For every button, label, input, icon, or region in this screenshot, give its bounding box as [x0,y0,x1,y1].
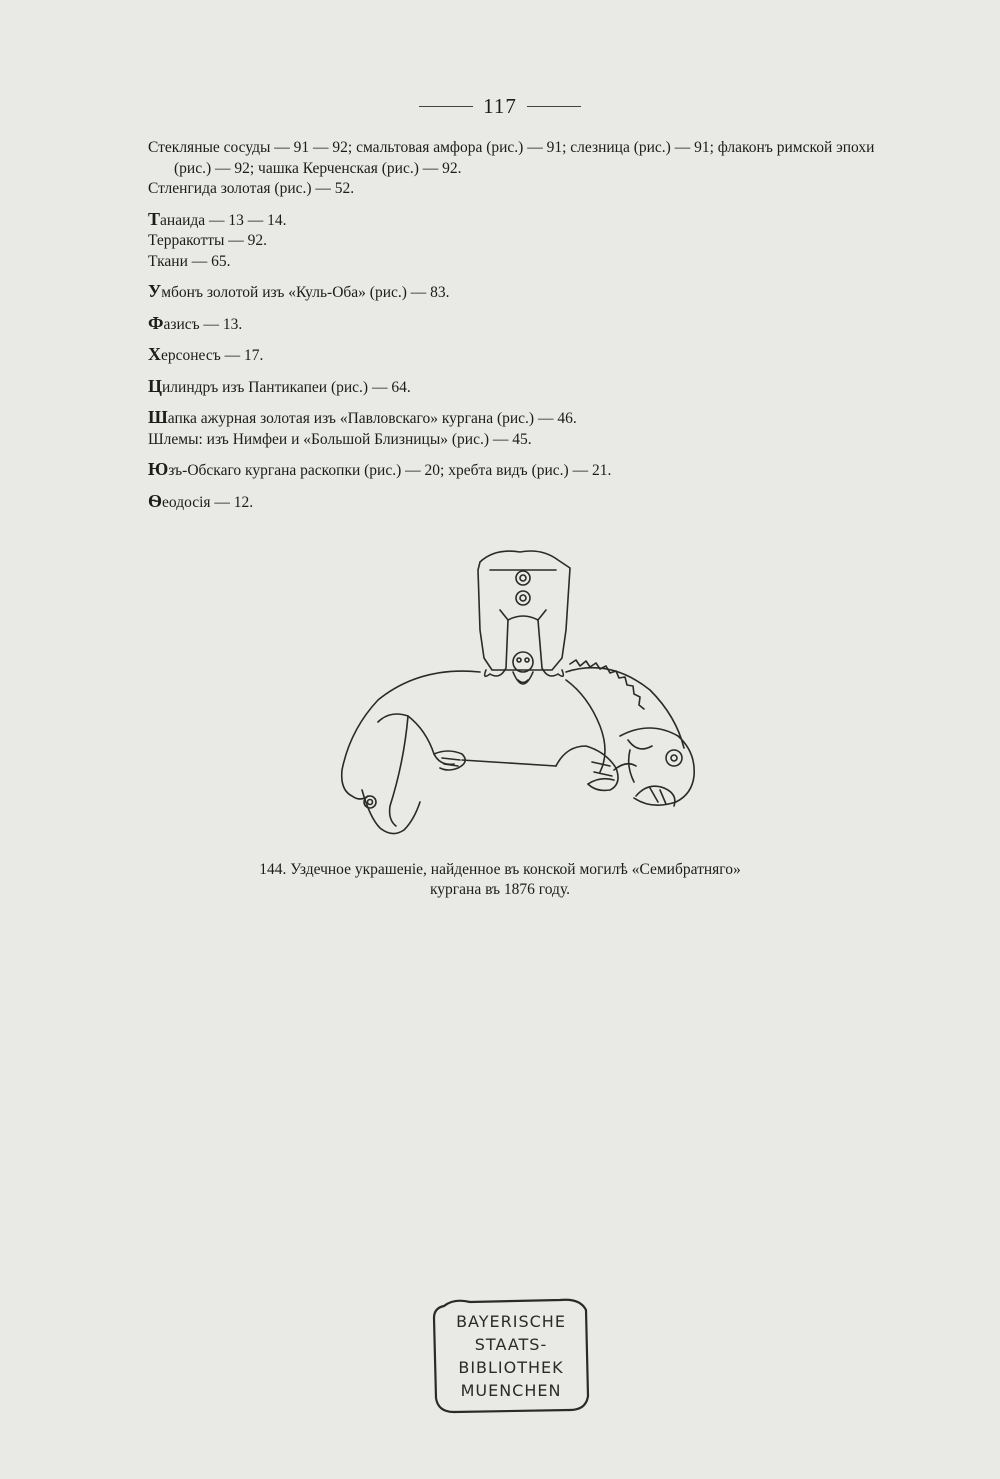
library-stamp [430,1296,592,1414]
index-entry: Херсонесъ — 17. [148,344,264,364]
index-entry: Фазисъ — 13. [148,312,243,333]
page-number-text: 117 [483,94,517,118]
stamp-line: BIBLIOTHEK [458,1358,564,1377]
index-entry: Шлемы: изъ Нимфеи и «Большой Близницы» (рис.) — 45. [148,430,532,448]
figure-caption-line: 144. Уздечное украшеніе, найденное въ конской могилѣ «Семибратняго» [259,861,741,878]
index-entry: Умбонъ золотой изъ «Куль-Оба» (рис.) — 83. [148,281,450,301]
index-entry: Шапка ажурная золотая изъ «Павловскаго» кургана (рис.) — 46. [148,407,577,427]
index-entry: Ѳеодосія — 12. [148,490,254,511]
page-number-rule-right [527,106,581,107]
index-list [148,138,888,513]
stamp-line: BAYERISCHE [456,1312,566,1331]
index-entry: Стекляные сосуды — 91 — 92; смальтовая амфора (рис.) — 91; слезница (рис.) — 91; флаконъ римской эпохи (рис.) — 92; чашка Керченская (рис.) — 92. [148,139,875,177]
page-number [0,94,1000,119]
index-entry: Юзъ-Обскаго кургана раскопки (рис.) — 20; хребта видъ (рис.) — 21. [148,459,612,479]
index-entry: Ткани — 65. [148,252,231,270]
stamp-line: MUENCHEN [460,1381,562,1400]
page-number-rule-left [419,106,473,107]
figure-caption [200,860,800,900]
index-entry: Цилиндръ изъ Пантикапеи (рис.) — 64. [148,375,411,396]
stamp-line: STAATS- [474,1335,548,1354]
figure-caption-line: кургана въ 1876 году. [429,881,571,898]
index-entry: Терракотты — 92. [148,232,268,249]
index-entry: Стленгида золотая (рис.) — 52. [148,180,355,197]
bridle-ornament-illustration [330,540,710,850]
index-entry: Танаида — 13 — 14. [148,208,287,229]
